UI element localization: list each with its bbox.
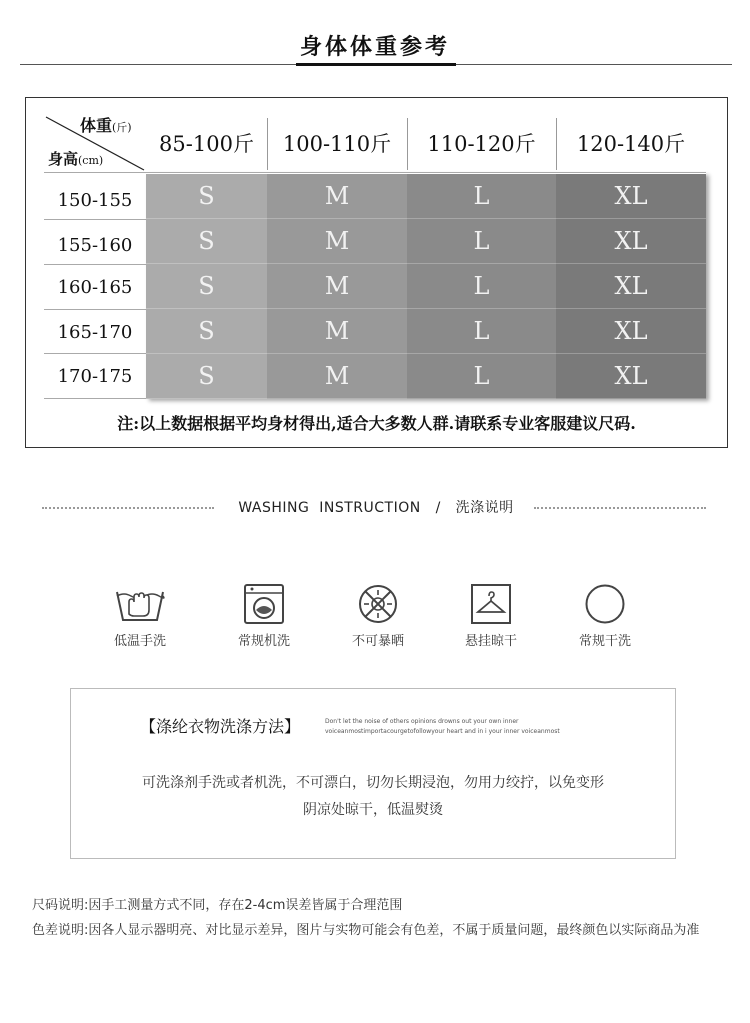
size-cell: L <box>407 354 556 399</box>
height-row-label: 160-165 <box>57 277 133 298</box>
size-cell: L <box>407 174 556 219</box>
height-row-label: 170-175 <box>57 366 133 387</box>
page-title: 身体体重参考 <box>299 35 450 60</box>
size-cell: M <box>267 354 407 399</box>
column-divider <box>267 118 268 170</box>
size-cell: S <box>146 354 267 399</box>
column-divider <box>407 118 408 170</box>
weight-column-header: 100-110斤 <box>282 132 392 156</box>
care-label: 低温手洗 <box>113 634 166 649</box>
size-cell: S <box>146 219 267 264</box>
height-row-label: 150-155 <box>57 190 133 211</box>
weight-column-header: 110-120斤 <box>427 132 536 156</box>
size-cell: M <box>267 309 407 354</box>
washing-method-line: 可洗涤剂手洗或者机洗，不可漂白，切勿长期浸泡，勿用力绞拧，以免变形 <box>142 775 604 791</box>
washing-method-title: 【涤纶衣物洗涤方法】 <box>140 717 301 736</box>
care-item-no-sun <box>328 584 428 649</box>
dotted-divider <box>534 507 706 509</box>
care-label: 常规干洗 <box>578 634 631 649</box>
care-item-dry-clean <box>555 584 655 649</box>
size-cell: XL <box>556 309 706 354</box>
height-row-label: 165-170 <box>57 322 133 343</box>
care-item-machine-wash <box>214 584 314 649</box>
height-row-label: 155-160 <box>57 235 133 256</box>
method-english-text <box>325 717 615 737</box>
size-chart-note: 注:以上数据根据平均身材得出,适合大多数人群.请联系专业客服建议尺码. <box>117 414 636 433</box>
size-cell: L <box>407 309 556 354</box>
no-sun-icon <box>352 584 404 624</box>
care-label: 常规机洗 <box>237 634 290 649</box>
dotted-divider <box>42 507 214 509</box>
weight-column-header: 85-100斤 <box>159 132 254 156</box>
size-cell: L <box>407 264 556 309</box>
weight-column-header: 120-140斤 <box>576 132 686 156</box>
column-divider <box>556 118 557 170</box>
size-cell: S <box>146 264 267 309</box>
size-cell: XL <box>556 264 706 309</box>
size-cell: L <box>407 219 556 264</box>
color-footnote: 色差说明:因各人显示器明亮、对比显示差异，图片与实物可能会有色差，不属于质量问题，最终颜色以实际商品为准 <box>32 923 700 938</box>
size-cell: XL <box>556 219 706 264</box>
care-label: 悬挂晾干 <box>464 634 517 649</box>
size-cell: M <box>267 264 407 309</box>
washing-machine-icon <box>238 584 290 624</box>
method-english-line: voiceanmostimportacourgetofollowyour heart and in i your inner voiceanmost <box>325 728 560 735</box>
tumble-dry-icon <box>579 584 631 624</box>
size-cell: XL <box>556 354 706 399</box>
size-cell: S <box>146 309 267 354</box>
washing-heading: WASHING INSTRUCTION / 洗涤说明 <box>238 500 514 516</box>
size-cell: S <box>146 174 267 219</box>
method-english-line: Don't let the noise of others opinions drowns out your own inner <box>325 718 519 725</box>
size-footnote: 尺码说明:因手工测量方式不同，存在2-4cm误差皆属于合理范围 <box>32 898 403 913</box>
care-item-hang-dry <box>441 584 541 649</box>
hand-wash-icon <box>114 584 166 624</box>
title-underline <box>296 63 456 66</box>
care-label: 不可暴晒 <box>351 634 404 649</box>
washing-method-line: 阴凉处晾干，低温熨烫 <box>303 802 443 818</box>
care-item-hand-wash <box>90 584 190 649</box>
hang-dry-icon <box>465 584 517 624</box>
size-cell: M <box>267 174 407 219</box>
corner-weight-label: 体重(斤) <box>80 116 132 135</box>
size-cell: XL <box>556 174 706 219</box>
size-cell: M <box>267 219 407 264</box>
corner-height-label: 身高(cm) <box>48 150 104 168</box>
